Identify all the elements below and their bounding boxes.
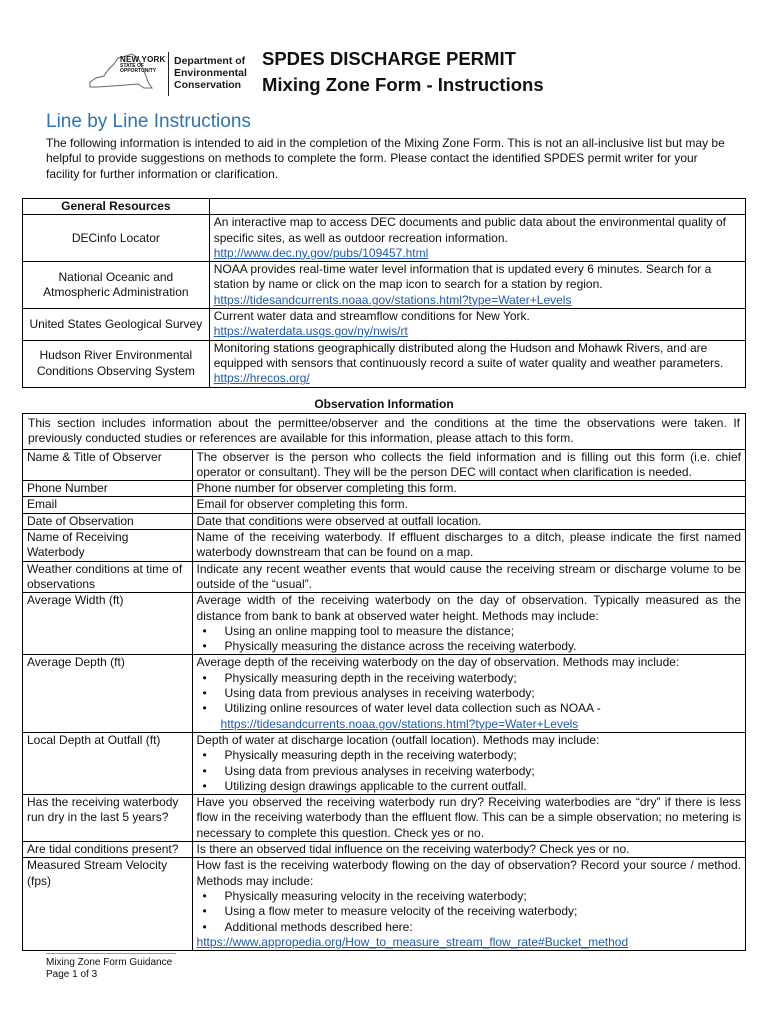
footer-title: Mixing Zone Form Guidance xyxy=(46,957,173,968)
method-item: • Using a flow meter to measure velocity of the receiving waterbody; xyxy=(225,904,741,919)
resource-description xyxy=(209,262,745,309)
field-name: Average Depth (ft) xyxy=(23,655,193,732)
field-name: Name & Title of Observer xyxy=(23,449,193,481)
resource-description xyxy=(209,215,745,262)
resource-text: Monitoring stations geographically distributed along the Hudson and Mohawk Rivers, and are equipped with sensors that continuously record a suite of water quality and weather parameters. xyxy=(213,340,724,370)
field-name: Are tidal conditions present? xyxy=(23,842,193,858)
field-text: Depth of water at discharge location (outfall location). Methods may include: xyxy=(196,732,600,747)
method-item: • Additional methods described here: xyxy=(225,920,741,935)
resource-name: Hudson River Environmental Conditions Observing System xyxy=(23,340,210,387)
dec-logo xyxy=(86,50,256,100)
resource-link[interactable]: http://www.dec.ny.gov/pubs/109457.html xyxy=(213,245,429,260)
method-item: • Physically measuring velocity in the receiving waterbody; xyxy=(225,889,741,904)
observation-row xyxy=(23,497,746,513)
field-instructions xyxy=(192,842,745,858)
observation-row xyxy=(23,795,746,842)
method-item: • Using an online mapping tool to measure the distance; xyxy=(225,624,741,639)
intro-paragraph: The following information is intended to aid in the completion of the Mixing Zone Form. This is not an all-inclusive list but may be helpful to provide suggestions on methods to complete the form. Please contact the identified SPDES permit writer for your facility for further information or clarification. xyxy=(46,136,725,181)
field-text: Date that conditions were observed at outfall location. xyxy=(196,513,482,528)
field-text: Indicate any recent weather events that would cause the receiving stream or discharge volume to be outside of the “usual”. xyxy=(196,561,741,591)
resource-link[interactable]: https://tidesandcurrents.noaa.gov/stations.html?type=Water+Levels xyxy=(213,292,572,307)
methods-list xyxy=(197,624,741,655)
title-line-1: SPDES DISCHARGE PERMIT xyxy=(262,48,516,69)
field-instructions xyxy=(192,497,745,513)
observation-row xyxy=(23,732,746,794)
field-name: Email xyxy=(23,497,193,513)
field-instructions xyxy=(192,449,745,481)
method-item: • Using data from previous analyses in receiving waterbody; xyxy=(225,764,741,779)
observation-heading: Observation Information xyxy=(314,397,454,411)
resources-header-blank xyxy=(209,199,745,215)
field-instructions xyxy=(192,593,745,655)
observation-table xyxy=(22,413,746,951)
methods-list xyxy=(197,889,741,935)
resource-row xyxy=(23,262,746,309)
method-item: • Physically measuring depth in the receiving waterbody; xyxy=(225,671,741,686)
resource-link[interactable]: https://hrecos.org/ xyxy=(213,371,310,386)
observation-row xyxy=(23,530,746,562)
observation-row xyxy=(23,655,746,732)
field-text: Have you observed the receiving waterbody run dry? Receiving waterbodies are “dry” if there is less flow in the receiving waterbody than the effluent flow. This can be a simple observation; no metering is necessary to complete this question. Check yes or no. xyxy=(196,795,741,840)
observation-intro: This section includes information about the permittee/observer and the conditions at the time the observations were taken. If previously conducted studies or references are available for this information, please attach to this form. xyxy=(23,414,746,450)
observation-row xyxy=(23,561,746,593)
general-resources-table xyxy=(22,198,746,388)
field-instructions xyxy=(192,858,745,951)
method-item: • Utilizing design drawings applicable to the current outfall. xyxy=(225,779,741,794)
field-text: Email for observer completing this form. xyxy=(196,497,408,512)
resource-row xyxy=(23,340,746,387)
field-text: Average width of the receiving waterbody on the day of observation. Typically measured as the distance from bank to bank at observed water height. Methods may include: xyxy=(196,593,741,623)
resource-description xyxy=(209,340,745,387)
resources-header: General Resources xyxy=(23,199,210,215)
field-name: Local Depth at Outfall (ft) xyxy=(23,732,193,794)
observation-row xyxy=(23,481,746,497)
field-text: Average depth of the receiving waterbody on the day of observation. Methods may include: xyxy=(196,655,680,670)
field-name: Measured Stream Velocity (fps) xyxy=(23,858,193,951)
footer-rule xyxy=(46,953,176,954)
resource-link[interactable]: https://waterdata.usgs.gov/ny/nwis/rt xyxy=(213,324,408,339)
title-line-2: Mixing Zone Form - Instructions xyxy=(262,74,544,95)
method-link[interactable]: https://tidesandcurrents.noaa.gov/stations.html?type=Water+Levels xyxy=(220,716,579,731)
resource-row xyxy=(23,309,746,341)
field-text: Name of the receiving waterbody. If effluent discharges to a ditch, please indicate the first named waterbody downstream that can be found on a map. xyxy=(196,530,741,560)
field-text: The observer is the person who collects the field information and is filling out this form (i.e. chief operator or consultant). They will be the person DEC will contact when clarification is needed. xyxy=(196,449,741,479)
field-instructions xyxy=(192,655,745,732)
field-name: Has the receiving waterbody run dry in the last 5 years? xyxy=(23,795,193,842)
field-instructions xyxy=(192,481,745,497)
logo-state-sub: STATE OF OPPORTUNITY xyxy=(120,63,157,74)
method-item: • Utilizing online resources of water level data collection such as NOAA - xyxy=(225,701,741,716)
method-item: • Using data from previous analyses in receiving waterbody; xyxy=(225,686,741,701)
logo-state-name: NEW YORK xyxy=(120,55,166,64)
field-text: Is there an observed tidal influence on the receiving waterbody? Check yes or no. xyxy=(196,842,630,857)
field-instructions xyxy=(192,561,745,593)
field-instructions xyxy=(192,795,745,842)
resource-name: National Oceanic and Atmospheric Administration xyxy=(23,262,210,309)
field-instructions xyxy=(192,530,745,562)
observation-row xyxy=(23,858,746,951)
logo-divider xyxy=(168,52,169,96)
field-text: Phone number for observer completing this form. xyxy=(196,481,457,496)
field-name: Name of Receiving Waterbody xyxy=(23,530,193,562)
footer-page: Page 1 of 3 xyxy=(46,969,98,980)
field-instructions xyxy=(192,513,745,529)
resource-description xyxy=(209,309,745,341)
field-name: Average Width (ft) xyxy=(23,593,193,655)
footer xyxy=(46,957,172,981)
observation-row xyxy=(23,842,746,858)
document-title xyxy=(262,46,544,98)
resource-text: Current water data and streamflow conditions for New York. xyxy=(213,309,530,324)
methods-list xyxy=(197,748,741,794)
resource-name: DECinfo Locator xyxy=(23,215,210,262)
field-text: How fast is the receiving waterbody flowing on the day of observation? Record your source / method. Methods may include: xyxy=(196,858,741,888)
section-heading: Line by Line Instructions xyxy=(46,111,251,132)
logo-department: Department of Environmental Conservation xyxy=(174,55,247,91)
field-name: Date of Observation xyxy=(23,513,193,529)
resource-text: An interactive map to access DEC documents and public data about the environmental quality of specific sites, as well as outdoor recreation information. xyxy=(213,215,727,245)
field-name: Phone Number xyxy=(23,481,193,497)
resource-text: NOAA provides real-time water level information that is updated every 6 minutes. Search for a station by name or click on the map icon to search for a station by region. xyxy=(213,262,712,292)
method-item: • Physically measuring depth in the receiving waterbody; xyxy=(225,748,741,763)
observation-row xyxy=(23,449,746,481)
observation-row xyxy=(23,593,746,655)
methods-list xyxy=(197,671,741,717)
resource-name: United States Geological Survey xyxy=(23,309,210,341)
resource-row xyxy=(23,215,746,262)
field-instructions xyxy=(192,732,745,794)
field-name: Weather conditions at time of observations xyxy=(23,561,193,593)
method-link[interactable]: https://www.appropedia.org/How_to_measure_stream_flow_rate#Bucket_method xyxy=(196,934,629,949)
method-item: • Physically measuring the distance across the receiving waterbody. xyxy=(225,639,741,654)
observation-row xyxy=(23,513,746,529)
